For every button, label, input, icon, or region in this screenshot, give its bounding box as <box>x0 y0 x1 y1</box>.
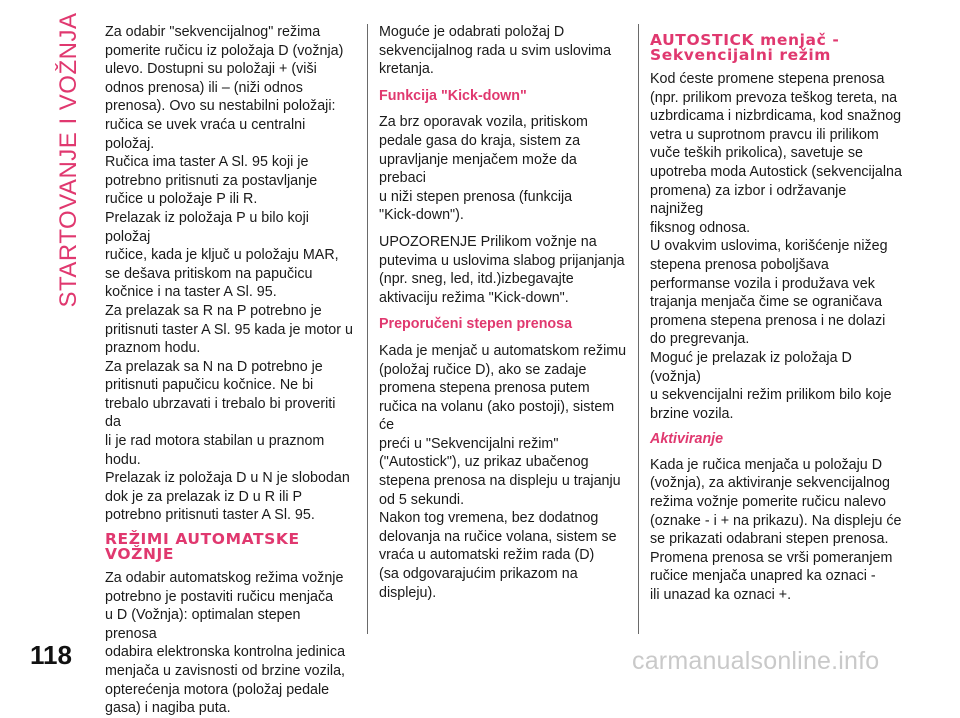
page-number: 118 <box>30 640 72 670</box>
section-title-automatic-modes: REŽIMI AUTOMATSKE VOŽNJE <box>105 530 300 564</box>
subtitle-activation: Aktiviranje <box>650 431 724 448</box>
watermark: carmanualsonline.info <box>632 647 880 675</box>
subtitle-kick-down: Funkcija "Kick-down" <box>379 87 527 104</box>
column-2 <box>379 23 627 602</box>
subtitle-recommended-gear: Preporučeni stepen prenosa <box>379 316 573 333</box>
paragraph: Za odabir "sekvencijalnog" režima pomerite ručicu iz položaja D (vožnja) ulevo. Dostupni su položaji + (viši odnos prenosa) ili – (niži odnos prenosa). Ovo su nestabilni položaji: ručica se uvek vraća u centralni položaj. Ručica ima taster A Sl. 95 koji je potrebno pritisnuti za postavljanje ručice u položaje P ili R. Prelazak iz položaja P u bilo koji položaj ručice, kada je ključ u položaju MAR, se dešava pritiskom na papučicu kočnice i na taster A Sl. 95. Za prelazak sa R na P potrebno je pritisnuti taster A Sl. 95 kada je motor u praznom hodu. Za prelazak sa N na D potrebno je pritisnuti papučicu kočnice. Ne bi trebalo ubrzavati i trebalo bi proveriti da li je rad motora stabilan u praznom hodu. Prelazak iz položaja D u N je slobodan dok je za prelazak iz D u R ili P potrebno pritisnuti taster A Sl. 95. <box>105 24 353 524</box>
paragraph: Kada je menjač u automatskom režimu (položaj ručice D), ako se zadaje promena stepena prenosa putem ručica na volanu (ako postoji), sistem će preći u "Sekvencijalni režim" ("Autostick"), uz prikaz ubačenog stepena prenosa na displeju u trajanju od 5 sekundi. Nakon tog vremena, bez dodatnog delovanja na ručice volana, sistem se vraća u automatski režim rada (D) (sa odgovarajućim prikazom na displeju). <box>379 342 627 601</box>
chapter-title: STARTOVANJE I VOŽNJA <box>55 12 82 308</box>
warning-paragraph: UPOZORENJE Prilikom vožnje na putevima u uslovima slabog prijanjanja (npr. sneg, led, itd.)izbegavajte aktivaciju režima "Kick-down". <box>379 233 625 306</box>
paragraph: Kada je ručica menjača u položaju D (vožnja), za aktiviranje sekvencijalnog režima vožnje pomerite ručicu nalevo (oznake - i + na prikazu). Na displeju će se prikazati odabrani stepen prenosa. Promena prenosa se vrši pomeranjem ručice menjača unapred ka oznaci - ili unazad ka oznaci +. <box>650 456 902 604</box>
section-title-autostick: AUTOSTICK menjač - Sekvencijalni režim <box>650 31 840 64</box>
column-divider <box>367 24 368 634</box>
column-1 <box>105 23 355 718</box>
chapter-side-tab <box>44 12 94 308</box>
paragraph: Za odabir automatskog režima vožnje potrebno je postaviti ručicu menjača u D (Vožnja): optimalan stepen prenosa odabira elektronska kontrolna jedinica menjača u zavisnosti od brzine vozila, opterećenja motora (položaj pedale gasa) i nagiba puta. <box>105 570 346 717</box>
paragraph: Kod ćeste promene stepena prenosa (npr. prilikom prevoza teškog tereta, na uzbrdicama i nizbrdicama, kod snažnog vetra u suprotnom pravcu ili prilikom vuče teških prikolica), savetuje se upotreba moda Autostick (sekvencijalna promena) za izbor i održavanje najnižeg fiksnog odnosa. U ovakvim uslovima, korišćenje nižeg stepena prenosa poboljšava performanse vozila i produžava vek trajanja menjača čime se ograničava promena stepena prenosa i ne dolazi do pregrevanja. Moguć je prelazak iz položaja D (vožnja) u sekvencijalni režim prilikom bilo koje brzine vozila. <box>650 71 902 422</box>
paragraph: Za brz oporavak vozila, pritiskom pedale gasa do kraja, sistem za upravljanje menjačem može da prebaci u niži stepen prenosa (funkcija "Kick-down"). <box>379 114 588 224</box>
column-3 <box>650 23 902 605</box>
column-divider <box>638 24 639 634</box>
paragraph: Moguće je odabrati položaj D sekvencijalnog rada u svim uslovima kretanja. <box>379 24 612 78</box>
